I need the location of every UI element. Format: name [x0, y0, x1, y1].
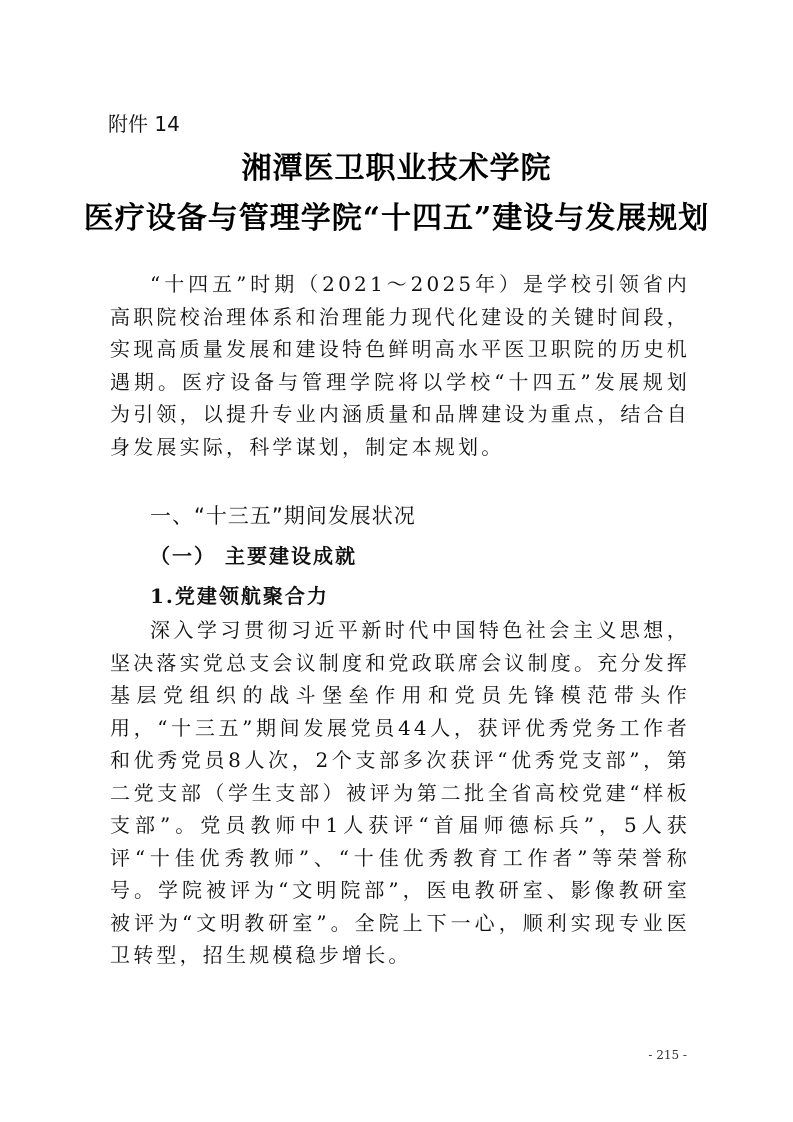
intro-paragraph: “十四五”时期（2021～2025年）是学校引领省内高职院校治理体系和治理能力现代化建设的关键时间段，实现高质量发展和建设特色鲜明高水平医卫职院的历史机遇期。医疗设备与管理学院将以学校“十四五”发展规划为引领，以提升专业内涵质量和品牌建设为重点，结合自身发展实际，科学谋划，制定本规划。 — [110, 272, 690, 459]
subsection-heading: （一） 主要建设成就 — [150, 544, 357, 568]
document-title-line1: 湘潭医卫职业技术学院 — [241, 151, 552, 186]
item-heading: 1.党建领航聚合力 — [150, 584, 329, 608]
section-heading: 一、“十三五”期间发展状况 — [150, 504, 416, 528]
page-number: - 215 - — [648, 1048, 687, 1062]
document-title-line2: 医疗设备与管理学院“十四五”建设与发展规划 — [83, 201, 710, 236]
item-paragraph: 深入学习贯彻习近平新时代中国特色社会主义思想，坚决落实党总支会议制度和党政联席会议制度。充分发挥基层党组织的战斗堡垒作用和党员先锋模范带头作用，“十三五”期间发展党员44人，获评优秀党务工作者和优秀党员8人次，2个支部多次获评“优秀党支部”，第二党支部（学生支部）被评为第二批全省高校党建“样板支部”。党员教师中1人获评“首届师德标兵”，5人获评“十佳优秀教师”、“十佳优秀教育工作者”等荣誉称号。学院被评为“文明院部”，医电教研室、影像教研室被评为“文明教研室”。全院上下一心，顺利实现专业医卫转型，招生规模稳步增长。 — [110, 618, 690, 967]
attachment-label: 附件 14 — [108, 112, 180, 136]
